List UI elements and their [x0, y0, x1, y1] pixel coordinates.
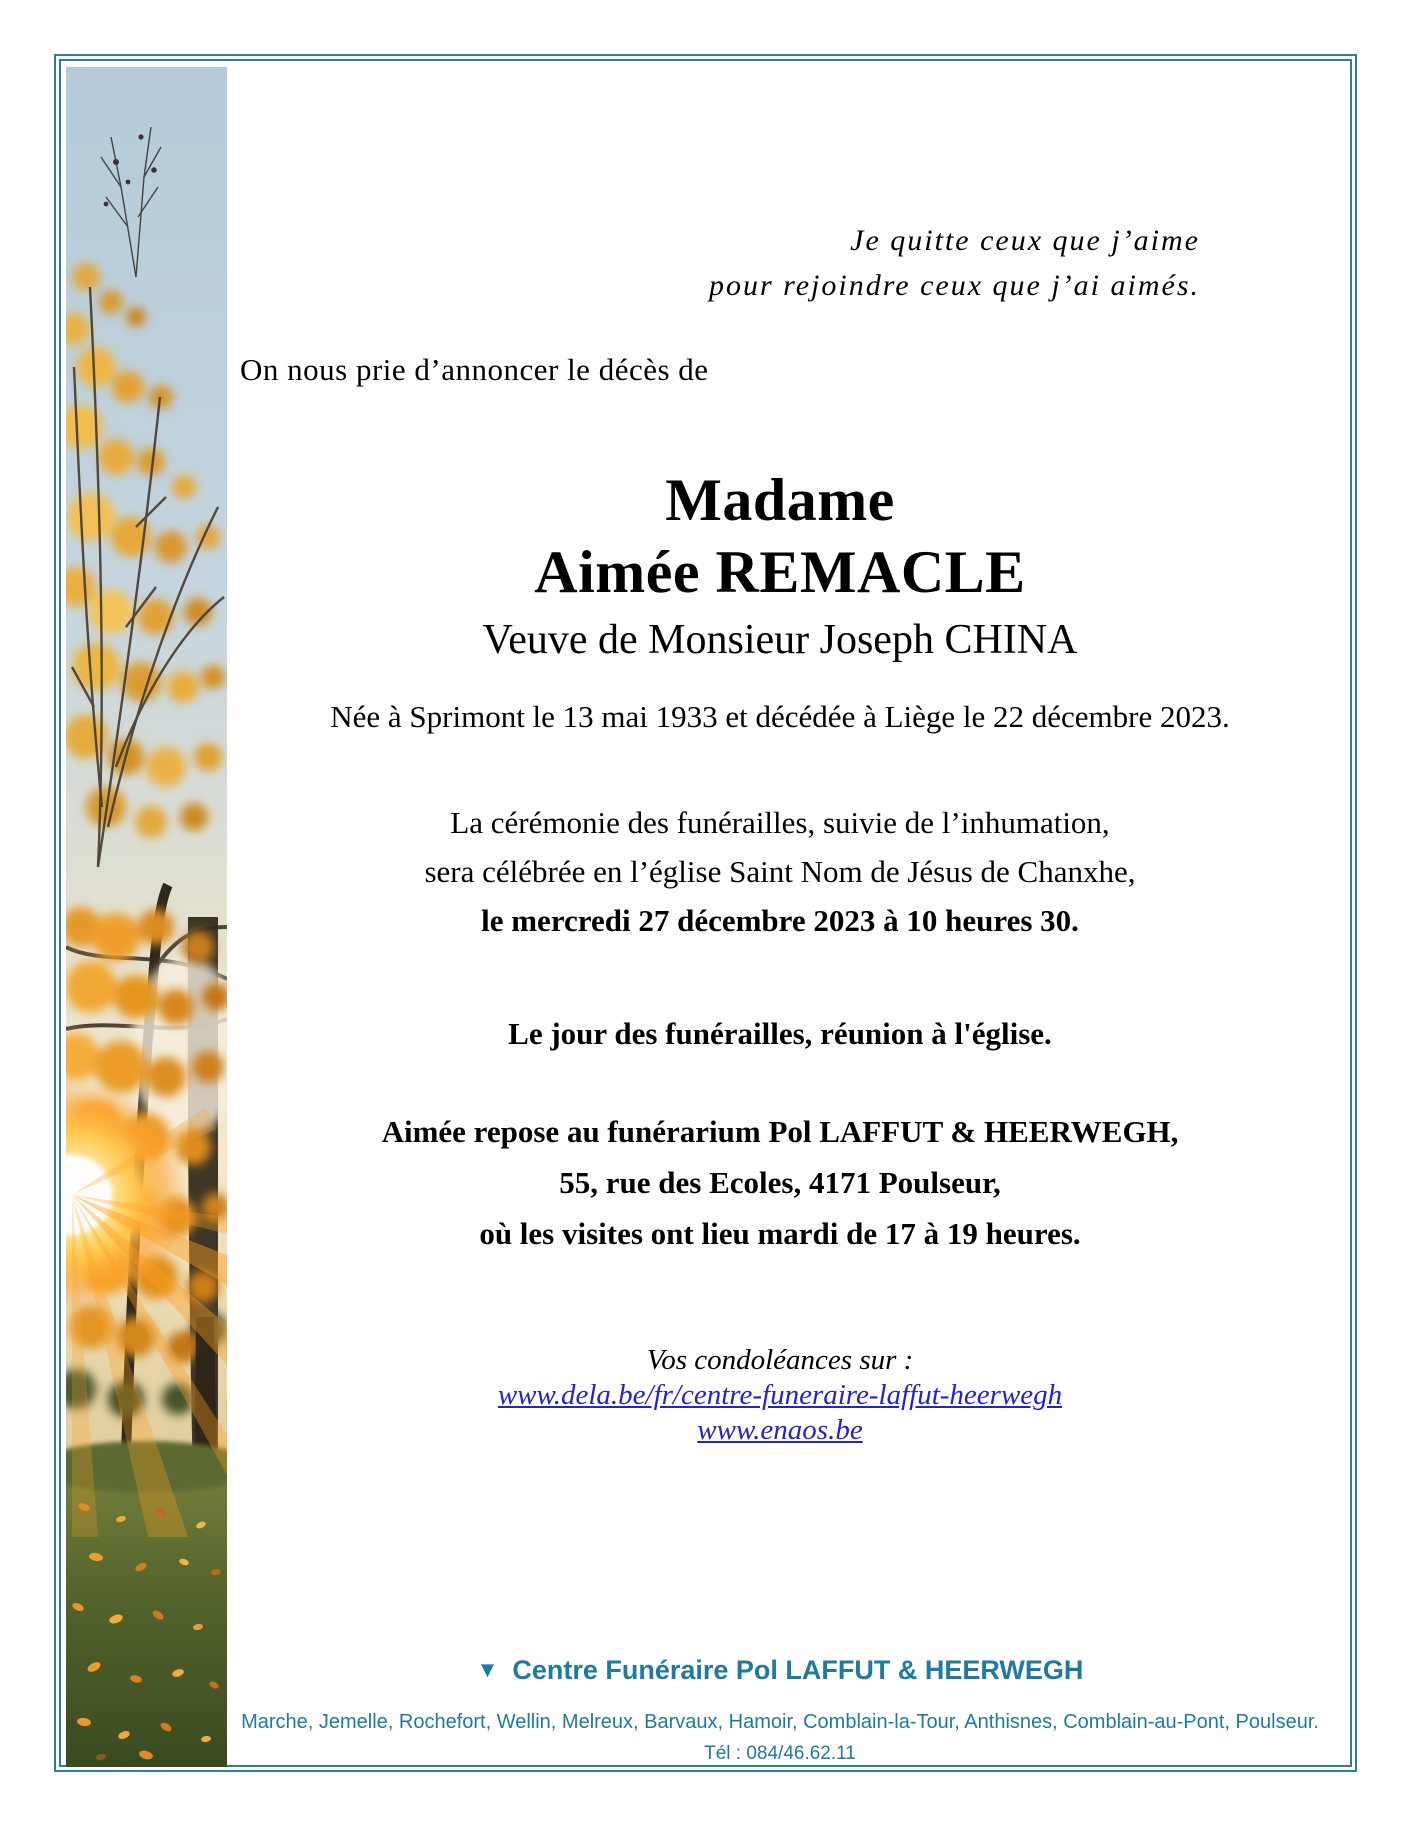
- deceased-name: Aimée REMACLE: [534, 539, 1026, 605]
- down-triangle-icon: ▼: [476, 1657, 499, 1682]
- ceremony-line-1: La cérémonie des funérailles, suivie de l’inhumation,: [450, 805, 1110, 840]
- autumn-photo-art: [66, 67, 227, 1767]
- condolences-label: Vos condoléances sur :: [646, 1344, 914, 1376]
- deceased-title: Madame: [665, 467, 895, 533]
- repose-line-1: Aimée repose au funérarium Pol LAFFUT & HEERWEGH,: [381, 1114, 1179, 1149]
- announcement-intro: On nous prie d’annoncer le décès de: [240, 352, 709, 387]
- funeral-home-name: Centre Funéraire Pol LAFFUT & HEERWEGH: [512, 1655, 1084, 1685]
- epitaph-line-2: pour rejoindre ceux que j’ai aimés.: [708, 269, 1200, 302]
- condolences-link2-line: [227, 1413, 1333, 1448]
- condolences-link1-line: [227, 1378, 1333, 1413]
- dela-link[interactable]: www.dela.be/fr/centre-funeraire-laffut-heerwegh: [497, 1379, 1063, 1411]
- autumn-trees-photo: [66, 67, 227, 1767]
- repose-line-2: 55, rue des Ecoles, 4171 Poulseur,: [559, 1165, 1001, 1200]
- ceremony-line-2: sera célébrée en l’église Saint Nom de Jésus de Chanxhe,: [424, 854, 1136, 889]
- deceased-name-block: [227, 464, 1333, 608]
- life-dates: Née à Sprimont le 13 mai 1933 et décédée à Liège le 22 décembre 2023.: [330, 699, 1230, 734]
- ceremony-date-line: le mercredi 27 décembre 2023 à 10 heures 30.: [481, 903, 1079, 938]
- deceased-relation: Veuve de Monsieur Joseph CHINA: [482, 617, 1078, 663]
- ceremony-paragraph: [227, 798, 1333, 945]
- funeral-home-locations: Marche, Jemelle, Rochefort, Wellin, Melreux, Barvaux, Hamoir, Comblain-la-Tour, Anthisnes, Comblain-au-Pont, Poulseur.: [241, 1711, 1319, 1733]
- funeral-home-title: [227, 1654, 1333, 1686]
- funeral-home-phone: Tél : 084/46.62.11: [704, 1743, 856, 1764]
- repose-paragraph: [227, 1106, 1333, 1259]
- epitaph-quote: [709, 218, 1200, 308]
- epitaph-line-1: Je quitte ceux que j’aime: [850, 224, 1200, 257]
- meeting-line: Le jour des funérailles, réunion à l'église.: [508, 1016, 1052, 1051]
- repose-line-3: où les visites ont lieu mardi de 17 à 19 heures.: [479, 1216, 1081, 1251]
- enaos-link[interactable]: www.enaos.be: [697, 1414, 863, 1446]
